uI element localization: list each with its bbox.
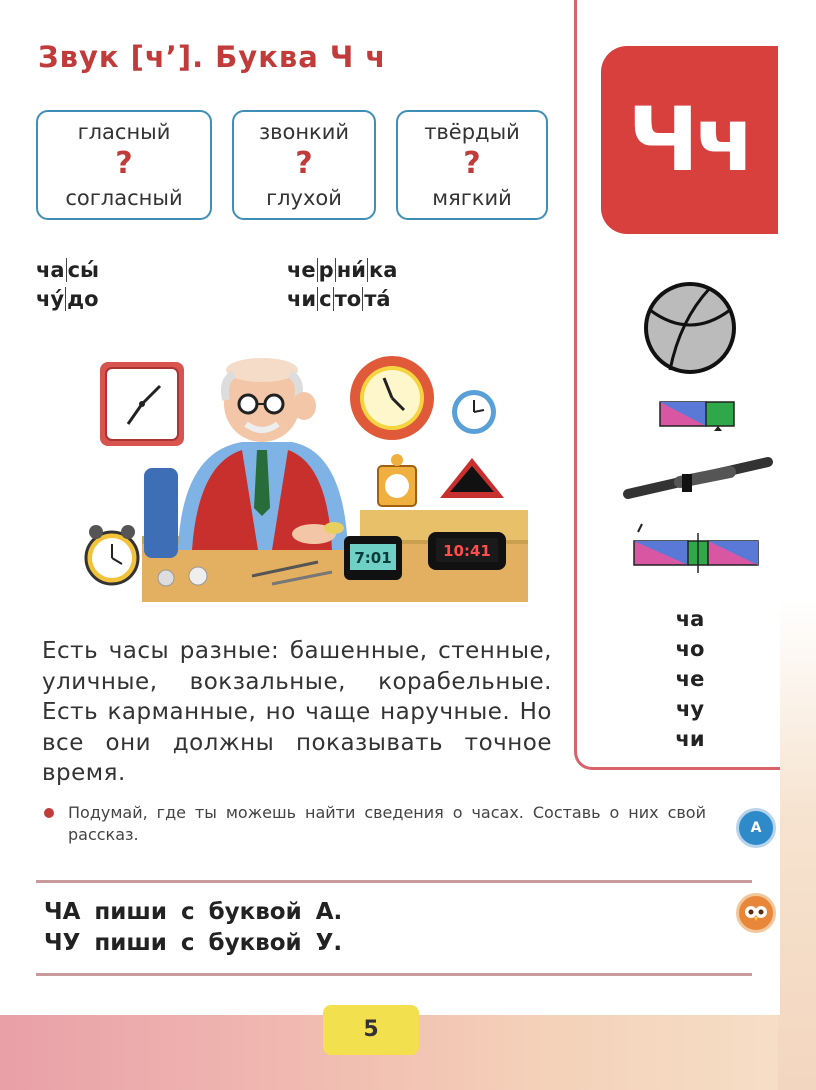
word-chasy: ча сы́ <box>36 258 100 282</box>
syllable-item: че <box>675 667 705 691</box>
card-question-mark: ? <box>295 146 313 181</box>
card-bottom-label: согласный <box>65 186 183 210</box>
word-chistota: чи с то та́ <box>287 287 391 311</box>
word-chudo: чу́ до <box>36 287 99 311</box>
flower-wall-clock-icon <box>350 356 434 440</box>
small-wall-clock-icon <box>452 390 496 434</box>
sound-scheme-1-icon <box>660 402 734 431</box>
card-bottom-label: глухой <box>266 186 342 210</box>
table-clock-icon <box>378 454 416 506</box>
card-question-mark: ? <box>115 146 133 181</box>
watchmaker-illustration <box>82 340 528 602</box>
rule-line: ЧУ пиши с буквой У. <box>44 930 343 956</box>
digital-clock-1-icon <box>344 536 402 580</box>
card-question-mark: ? <box>463 146 481 181</box>
card-top-label: звонкий <box>258 120 350 144</box>
vowel-consonant-card <box>36 110 212 220</box>
page-edge-decoration <box>778 0 816 1090</box>
task-instruction <box>46 802 706 846</box>
syllable-item: чу <box>675 697 705 721</box>
digital-clock-1-time: 7:01 <box>354 549 392 567</box>
font-size-icon[interactable]: A <box>736 808 776 848</box>
page-title: Звук [ч’]. Буква Ч ч <box>38 40 387 74</box>
syllable-item: чи <box>675 727 705 751</box>
task-text: Подумай, где ты можешь найти сведения о часах. Составь о них свой рассказ. <box>68 803 706 844</box>
word-list-right <box>287 256 397 314</box>
bullet-dot-icon <box>44 808 54 818</box>
triangle-clock-icon <box>440 458 504 498</box>
word-chernika: че р ни́ ка <box>287 258 398 282</box>
card-bottom-label: мягкий <box>432 186 512 210</box>
digital-clock-2-icon <box>428 532 506 570</box>
syllable-column <box>660 604 720 754</box>
big-letter-badge: Чч <box>601 46 778 234</box>
wall-clock-left-icon <box>100 362 184 446</box>
reading-paragraph: Есть часы разные: башенные, стенные, уличные, вокзальные, корабельные. Есть карманные, но чаще наручные. Но все они должны показывать точное время. <box>42 638 552 786</box>
hard-soft-card <box>396 110 548 220</box>
sound-scheme-2-icon <box>634 524 758 573</box>
word-list-left <box>36 256 99 314</box>
page-number: 5 <box>323 1005 419 1055</box>
spelling-rules <box>44 897 342 959</box>
syllable-item: ча <box>675 607 705 631</box>
digital-clock-2-time: 10:41 <box>443 542 491 560</box>
card-top-label: гласный <box>77 120 171 144</box>
ball-icon <box>646 284 734 372</box>
pen-icon <box>628 462 768 494</box>
right-column-pictures <box>620 280 780 590</box>
voiced-voiceless-card <box>232 110 376 220</box>
rule-line: ЧА пиши с буквой А. <box>44 899 343 925</box>
syllable-item: чо <box>675 637 705 661</box>
alarm-clock-icon <box>86 525 138 584</box>
card-top-label: твёрдый <box>424 120 520 144</box>
